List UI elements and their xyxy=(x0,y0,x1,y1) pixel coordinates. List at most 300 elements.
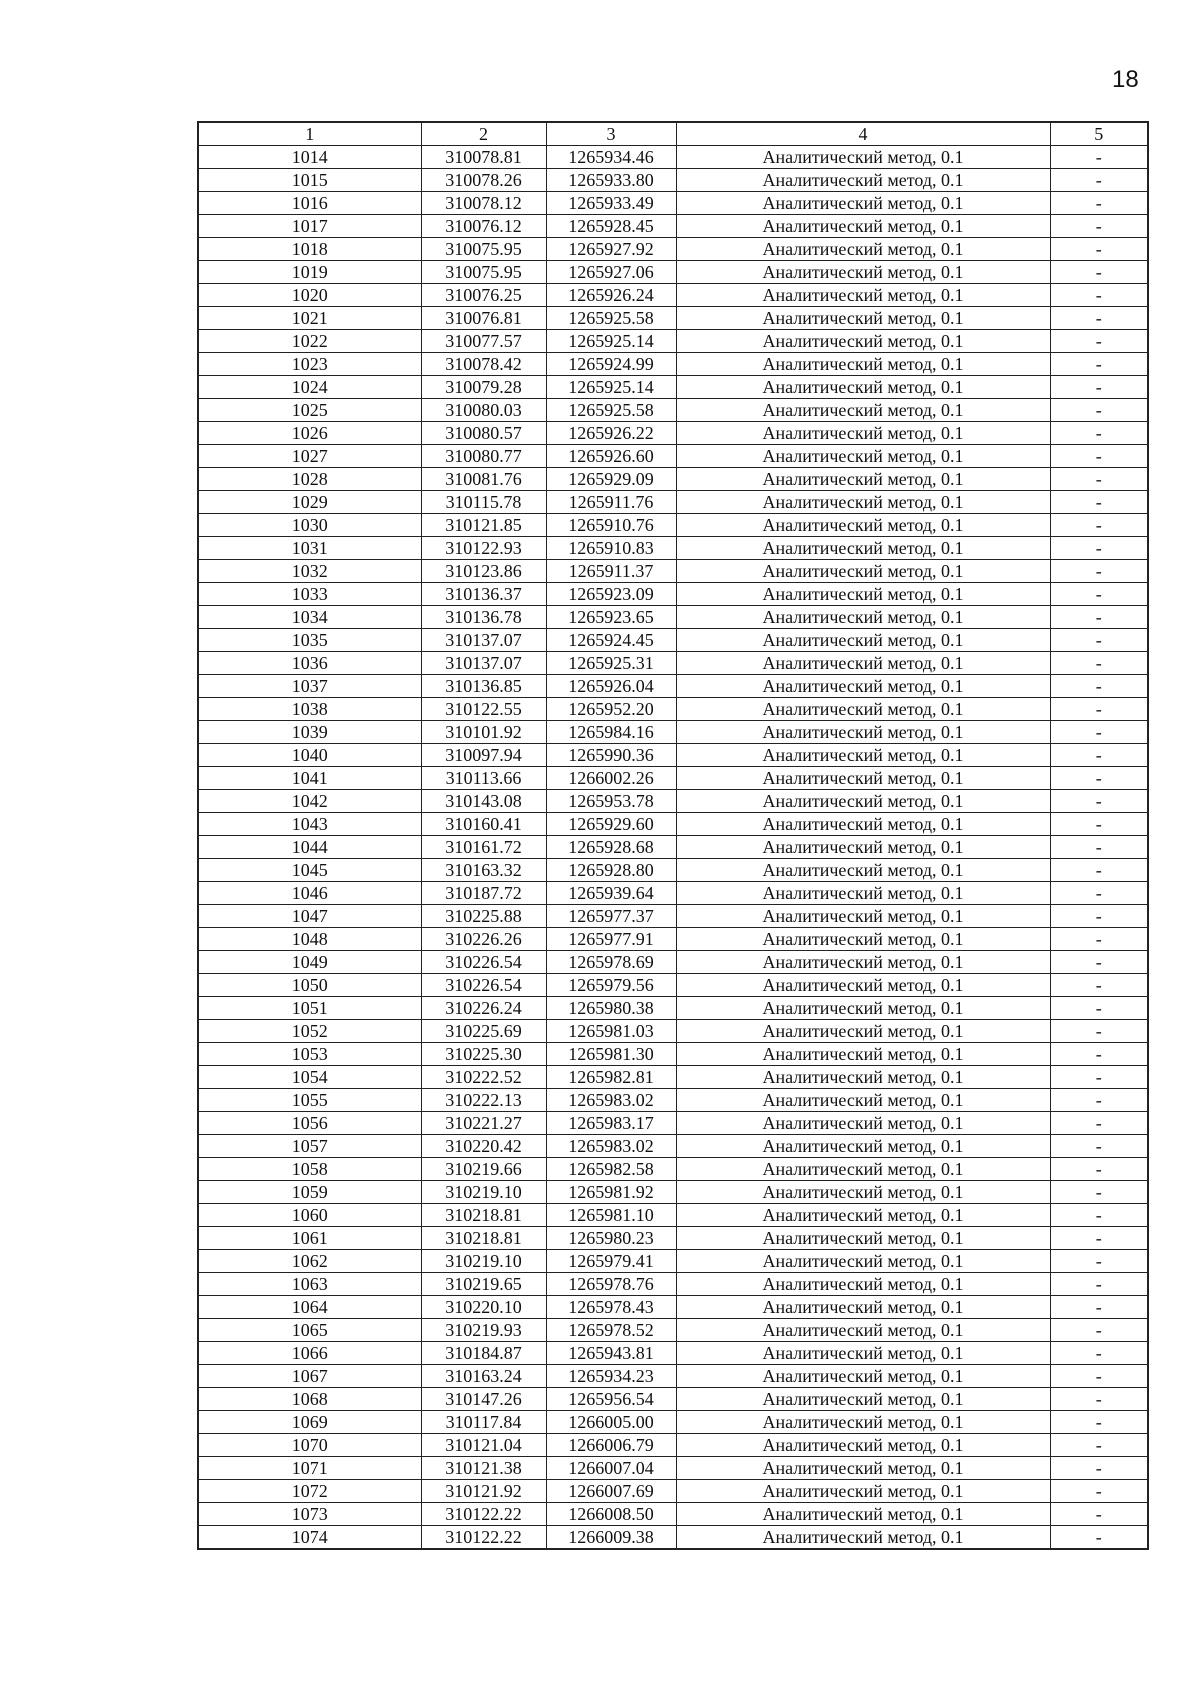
note-cell: - xyxy=(1050,1526,1148,1550)
x-coordinate-cell: 310221.27 xyxy=(421,1112,546,1135)
table-row xyxy=(198,1089,1148,1112)
method-cell: Аналитический метод, 0.1 xyxy=(676,836,1050,859)
y-coordinate-cell: 1265984.16 xyxy=(546,721,676,744)
x-coordinate-cell: 310219.65 xyxy=(421,1273,546,1296)
note-cell: - xyxy=(1050,491,1148,514)
y-coordinate-cell: 1265978.76 xyxy=(546,1273,676,1296)
table-row xyxy=(198,859,1148,882)
table-row xyxy=(198,1204,1148,1227)
table-row xyxy=(198,882,1148,905)
method-cell: Аналитический метод, 0.1 xyxy=(676,422,1050,445)
method-cell: Аналитический метод, 0.1 xyxy=(676,1273,1050,1296)
table-row xyxy=(198,1526,1148,1550)
method-cell: Аналитический метод, 0.1 xyxy=(676,1365,1050,1388)
method-cell: Аналитический метод, 0.1 xyxy=(676,1296,1050,1319)
x-coordinate-cell: 310136.85 xyxy=(421,675,546,698)
method-cell: Аналитический метод, 0.1 xyxy=(676,1342,1050,1365)
note-cell: - xyxy=(1050,238,1148,261)
method-cell: Аналитический метод, 0.1 xyxy=(676,1112,1050,1135)
point-number-cell: 1067 xyxy=(198,1365,421,1388)
x-coordinate-cell: 310163.32 xyxy=(421,859,546,882)
table-row xyxy=(198,468,1148,491)
x-coordinate-cell: 310163.24 xyxy=(421,1365,546,1388)
note-cell: - xyxy=(1050,1112,1148,1135)
method-cell: Аналитический метод, 0.1 xyxy=(676,1043,1050,1066)
x-coordinate-cell: 310220.10 xyxy=(421,1296,546,1319)
y-coordinate-cell: 1265939.64 xyxy=(546,882,676,905)
point-number-cell: 1033 xyxy=(198,583,421,606)
table-row xyxy=(198,767,1148,790)
note-cell: - xyxy=(1050,997,1148,1020)
point-number-cell: 1018 xyxy=(198,238,421,261)
y-coordinate-cell: 1265934.23 xyxy=(546,1365,676,1388)
table-row xyxy=(198,422,1148,445)
note-cell: - xyxy=(1050,1158,1148,1181)
x-coordinate-cell: 310137.07 xyxy=(421,652,546,675)
y-coordinate-cell: 1265943.81 xyxy=(546,1342,676,1365)
table-row xyxy=(198,744,1148,767)
note-cell: - xyxy=(1050,353,1148,376)
x-coordinate-cell: 310219.66 xyxy=(421,1158,546,1181)
column-header-4: 4 xyxy=(676,122,1050,146)
point-number-cell: 1071 xyxy=(198,1457,421,1480)
note-cell: - xyxy=(1050,422,1148,445)
table-row xyxy=(198,1158,1148,1181)
method-cell: Аналитический метод, 0.1 xyxy=(676,951,1050,974)
table-row xyxy=(198,1135,1148,1158)
y-coordinate-cell: 1265926.22 xyxy=(546,422,676,445)
y-coordinate-cell: 1265956.54 xyxy=(546,1388,676,1411)
x-coordinate-cell: 310078.42 xyxy=(421,353,546,376)
y-coordinate-cell: 1265925.58 xyxy=(546,307,676,330)
method-cell: Аналитический метод, 0.1 xyxy=(676,1181,1050,1204)
method-cell: Аналитический метод, 0.1 xyxy=(676,192,1050,215)
table-row xyxy=(198,1227,1148,1250)
table-row xyxy=(198,698,1148,721)
table-row xyxy=(198,537,1148,560)
y-coordinate-cell: 1265980.38 xyxy=(546,997,676,1020)
y-coordinate-cell: 1266008.50 xyxy=(546,1503,676,1526)
x-coordinate-cell: 310218.81 xyxy=(421,1227,546,1250)
column-header-2: 2 xyxy=(421,122,546,146)
page-number: 18 xyxy=(1112,66,1139,93)
method-cell: Аналитический метод, 0.1 xyxy=(676,1388,1050,1411)
point-number-cell: 1050 xyxy=(198,974,421,997)
method-cell: Аналитический метод, 0.1 xyxy=(676,1319,1050,1342)
note-cell: - xyxy=(1050,583,1148,606)
note-cell: - xyxy=(1050,1365,1148,1388)
x-coordinate-cell: 310075.95 xyxy=(421,238,546,261)
x-coordinate-cell: 310122.22 xyxy=(421,1503,546,1526)
method-cell: Аналитический метод, 0.1 xyxy=(676,1250,1050,1273)
point-number-cell: 1024 xyxy=(198,376,421,399)
y-coordinate-cell: 1265983.02 xyxy=(546,1089,676,1112)
table-row xyxy=(198,974,1148,997)
point-number-cell: 1046 xyxy=(198,882,421,905)
note-cell: - xyxy=(1050,813,1148,836)
note-cell: - xyxy=(1050,1089,1148,1112)
method-cell: Аналитический метод, 0.1 xyxy=(676,1503,1050,1526)
method-cell: Аналитический метод, 0.1 xyxy=(676,1227,1050,1250)
method-cell: Аналитический метод, 0.1 xyxy=(676,790,1050,813)
x-coordinate-cell: 310076.12 xyxy=(421,215,546,238)
y-coordinate-cell: 1265979.56 xyxy=(546,974,676,997)
note-cell: - xyxy=(1050,836,1148,859)
x-coordinate-cell: 310076.25 xyxy=(421,284,546,307)
table-row xyxy=(198,1457,1148,1480)
table-row xyxy=(198,146,1148,169)
y-coordinate-cell: 1265925.14 xyxy=(546,330,676,353)
point-number-cell: 1038 xyxy=(198,698,421,721)
x-coordinate-cell: 310184.87 xyxy=(421,1342,546,1365)
method-cell: Аналитический метод, 0.1 xyxy=(676,307,1050,330)
method-cell: Аналитический метод, 0.1 xyxy=(676,583,1050,606)
point-number-cell: 1055 xyxy=(198,1089,421,1112)
note-cell: - xyxy=(1050,1181,1148,1204)
table-row xyxy=(198,951,1148,974)
point-number-cell: 1044 xyxy=(198,836,421,859)
point-number-cell: 1074 xyxy=(198,1526,421,1550)
y-coordinate-cell: 1265927.06 xyxy=(546,261,676,284)
y-coordinate-cell: 1265929.09 xyxy=(546,468,676,491)
table-row xyxy=(198,836,1148,859)
point-number-cell: 1042 xyxy=(198,790,421,813)
x-coordinate-cell: 310137.07 xyxy=(421,629,546,652)
point-number-cell: 1030 xyxy=(198,514,421,537)
x-coordinate-cell: 310078.26 xyxy=(421,169,546,192)
note-cell: - xyxy=(1050,744,1148,767)
table-row xyxy=(198,813,1148,836)
method-cell: Аналитический метод, 0.1 xyxy=(676,882,1050,905)
y-coordinate-cell: 1265925.31 xyxy=(546,652,676,675)
point-number-cell: 1047 xyxy=(198,905,421,928)
note-cell: - xyxy=(1050,1020,1148,1043)
table-row xyxy=(198,376,1148,399)
y-coordinate-cell: 1265983.17 xyxy=(546,1112,676,1135)
point-number-cell: 1064 xyxy=(198,1296,421,1319)
method-cell: Аналитический метод, 0.1 xyxy=(676,974,1050,997)
table-row xyxy=(198,1388,1148,1411)
y-coordinate-cell: 1265933.49 xyxy=(546,192,676,215)
table-row xyxy=(198,790,1148,813)
method-cell: Аналитический метод, 0.1 xyxy=(676,698,1050,721)
point-number-cell: 1014 xyxy=(198,146,421,169)
point-number-cell: 1049 xyxy=(198,951,421,974)
table-row xyxy=(198,1434,1148,1457)
note-cell: - xyxy=(1050,951,1148,974)
method-cell: Аналитический метод, 0.1 xyxy=(676,1089,1050,1112)
x-coordinate-cell: 310081.76 xyxy=(421,468,546,491)
table-row xyxy=(198,1411,1148,1434)
table-row xyxy=(198,1319,1148,1342)
x-coordinate-cell: 310115.78 xyxy=(421,491,546,514)
note-cell: - xyxy=(1050,1411,1148,1434)
y-coordinate-cell: 1265981.30 xyxy=(546,1043,676,1066)
note-cell: - xyxy=(1050,1227,1148,1250)
table-row xyxy=(198,1296,1148,1319)
table-header-row xyxy=(198,122,1148,146)
y-coordinate-cell: 1265925.58 xyxy=(546,399,676,422)
table-row xyxy=(198,1250,1148,1273)
x-coordinate-cell: 310080.03 xyxy=(421,399,546,422)
method-cell: Аналитический метод, 0.1 xyxy=(676,652,1050,675)
y-coordinate-cell: 1265977.37 xyxy=(546,905,676,928)
x-coordinate-cell: 310220.42 xyxy=(421,1135,546,1158)
table-row xyxy=(198,675,1148,698)
table-row xyxy=(198,721,1148,744)
table-row xyxy=(198,583,1148,606)
note-cell: - xyxy=(1050,1342,1148,1365)
note-cell: - xyxy=(1050,468,1148,491)
y-coordinate-cell: 1265981.03 xyxy=(546,1020,676,1043)
y-coordinate-cell: 1265978.52 xyxy=(546,1319,676,1342)
table-row xyxy=(198,652,1148,675)
point-number-cell: 1019 xyxy=(198,261,421,284)
table-row xyxy=(198,261,1148,284)
note-cell: - xyxy=(1050,376,1148,399)
point-number-cell: 1063 xyxy=(198,1273,421,1296)
y-coordinate-cell: 1266005.00 xyxy=(546,1411,676,1434)
note-cell: - xyxy=(1050,974,1148,997)
method-cell: Аналитический метод, 0.1 xyxy=(676,1158,1050,1181)
table-row xyxy=(198,1112,1148,1135)
point-number-cell: 1072 xyxy=(198,1480,421,1503)
point-number-cell: 1048 xyxy=(198,928,421,951)
y-coordinate-cell: 1265928.68 xyxy=(546,836,676,859)
note-cell: - xyxy=(1050,1388,1148,1411)
method-cell: Аналитический метод, 0.1 xyxy=(676,399,1050,422)
point-number-cell: 1068 xyxy=(198,1388,421,1411)
point-number-cell: 1043 xyxy=(198,813,421,836)
point-number-cell: 1054 xyxy=(198,1066,421,1089)
point-number-cell: 1061 xyxy=(198,1227,421,1250)
point-number-cell: 1022 xyxy=(198,330,421,353)
method-cell: Аналитический метод, 0.1 xyxy=(676,1526,1050,1550)
point-number-cell: 1041 xyxy=(198,767,421,790)
point-number-cell: 1058 xyxy=(198,1158,421,1181)
column-header-3: 3 xyxy=(546,122,676,146)
y-coordinate-cell: 1265978.43 xyxy=(546,1296,676,1319)
x-coordinate-cell: 310123.86 xyxy=(421,560,546,583)
method-cell: Аналитический метод, 0.1 xyxy=(676,1411,1050,1434)
x-coordinate-cell: 310080.57 xyxy=(421,422,546,445)
x-coordinate-cell: 310117.84 xyxy=(421,1411,546,1434)
x-coordinate-cell: 310226.24 xyxy=(421,997,546,1020)
x-coordinate-cell: 310161.72 xyxy=(421,836,546,859)
point-number-cell: 1027 xyxy=(198,445,421,468)
note-cell: - xyxy=(1050,1296,1148,1319)
method-cell: Аналитический метод, 0.1 xyxy=(676,353,1050,376)
x-coordinate-cell: 310136.37 xyxy=(421,583,546,606)
point-number-cell: 1070 xyxy=(198,1434,421,1457)
table-row xyxy=(198,606,1148,629)
method-cell: Аналитический метод, 0.1 xyxy=(676,1434,1050,1457)
method-cell: Аналитический метод, 0.1 xyxy=(676,859,1050,882)
method-cell: Аналитический метод, 0.1 xyxy=(676,468,1050,491)
y-coordinate-cell: 1265978.69 xyxy=(546,951,676,974)
note-cell: - xyxy=(1050,1043,1148,1066)
point-number-cell: 1069 xyxy=(198,1411,421,1434)
method-cell: Аналитический метод, 0.1 xyxy=(676,675,1050,698)
y-coordinate-cell: 1265979.41 xyxy=(546,1250,676,1273)
table-row xyxy=(198,1043,1148,1066)
note-cell: - xyxy=(1050,675,1148,698)
y-coordinate-cell: 1265926.24 xyxy=(546,284,676,307)
note-cell: - xyxy=(1050,652,1148,675)
x-coordinate-cell: 310222.13 xyxy=(421,1089,546,1112)
x-coordinate-cell: 310219.93 xyxy=(421,1319,546,1342)
x-coordinate-cell: 310136.78 xyxy=(421,606,546,629)
table-row xyxy=(198,1181,1148,1204)
method-cell: Аналитический метод, 0.1 xyxy=(676,491,1050,514)
point-number-cell: 1035 xyxy=(198,629,421,652)
point-number-cell: 1065 xyxy=(198,1319,421,1342)
x-coordinate-cell: 310122.93 xyxy=(421,537,546,560)
note-cell: - xyxy=(1050,330,1148,353)
y-coordinate-cell: 1265982.81 xyxy=(546,1066,676,1089)
x-coordinate-cell: 310122.22 xyxy=(421,1526,546,1550)
point-number-cell: 1021 xyxy=(198,307,421,330)
table-row xyxy=(198,928,1148,951)
y-coordinate-cell: 1265953.78 xyxy=(546,790,676,813)
note-cell: - xyxy=(1050,445,1148,468)
point-number-cell: 1056 xyxy=(198,1112,421,1135)
coordinates-table xyxy=(197,121,1149,1550)
table-row xyxy=(198,399,1148,422)
method-cell: Аналитический метод, 0.1 xyxy=(676,215,1050,238)
x-coordinate-cell: 310160.41 xyxy=(421,813,546,836)
note-cell: - xyxy=(1050,307,1148,330)
note-cell: - xyxy=(1050,1066,1148,1089)
method-cell: Аналитический метод, 0.1 xyxy=(676,813,1050,836)
point-number-cell: 1040 xyxy=(198,744,421,767)
y-coordinate-cell: 1265910.83 xyxy=(546,537,676,560)
x-coordinate-cell: 310225.88 xyxy=(421,905,546,928)
note-cell: - xyxy=(1050,698,1148,721)
y-coordinate-cell: 1265977.91 xyxy=(546,928,676,951)
point-number-cell: 1062 xyxy=(198,1250,421,1273)
method-cell: Аналитический метод, 0.1 xyxy=(676,928,1050,951)
y-coordinate-cell: 1265927.92 xyxy=(546,238,676,261)
method-cell: Аналитический метод, 0.1 xyxy=(676,238,1050,261)
table-row xyxy=(198,1273,1148,1296)
y-coordinate-cell: 1265923.65 xyxy=(546,606,676,629)
x-coordinate-cell: 310219.10 xyxy=(421,1181,546,1204)
table-row xyxy=(198,1066,1148,1089)
x-coordinate-cell: 310226.54 xyxy=(421,974,546,997)
y-coordinate-cell: 1265990.36 xyxy=(546,744,676,767)
method-cell: Аналитический метод, 0.1 xyxy=(676,721,1050,744)
method-cell: Аналитический метод, 0.1 xyxy=(676,1457,1050,1480)
x-coordinate-cell: 310121.85 xyxy=(421,514,546,537)
note-cell: - xyxy=(1050,905,1148,928)
y-coordinate-cell: 1265923.09 xyxy=(546,583,676,606)
x-coordinate-cell: 310075.95 xyxy=(421,261,546,284)
table-row xyxy=(198,1342,1148,1365)
table-row xyxy=(198,629,1148,652)
point-number-cell: 1032 xyxy=(198,560,421,583)
note-cell: - xyxy=(1050,629,1148,652)
point-number-cell: 1051 xyxy=(198,997,421,1020)
method-cell: Аналитический метод, 0.1 xyxy=(676,1204,1050,1227)
note-cell: - xyxy=(1050,1480,1148,1503)
y-coordinate-cell: 1265929.60 xyxy=(546,813,676,836)
y-coordinate-cell: 1266007.04 xyxy=(546,1457,676,1480)
table-row xyxy=(198,238,1148,261)
point-number-cell: 1039 xyxy=(198,721,421,744)
method-cell: Аналитический метод, 0.1 xyxy=(676,606,1050,629)
y-coordinate-cell: 1265926.04 xyxy=(546,675,676,698)
note-cell: - xyxy=(1050,1135,1148,1158)
table-row xyxy=(198,284,1148,307)
x-coordinate-cell: 310078.12 xyxy=(421,192,546,215)
x-coordinate-cell: 310226.54 xyxy=(421,951,546,974)
table-row xyxy=(198,1020,1148,1043)
y-coordinate-cell: 1265981.92 xyxy=(546,1181,676,1204)
note-cell: - xyxy=(1050,928,1148,951)
note-cell: - xyxy=(1050,169,1148,192)
method-cell: Аналитический метод, 0.1 xyxy=(676,1066,1050,1089)
method-cell: Аналитический метод, 0.1 xyxy=(676,330,1050,353)
y-coordinate-cell: 1265925.14 xyxy=(546,376,676,399)
note-cell: - xyxy=(1050,767,1148,790)
point-number-cell: 1016 xyxy=(198,192,421,215)
x-coordinate-cell: 310122.55 xyxy=(421,698,546,721)
x-coordinate-cell: 310077.57 xyxy=(421,330,546,353)
note-cell: - xyxy=(1050,882,1148,905)
x-coordinate-cell: 310147.26 xyxy=(421,1388,546,1411)
method-cell: Аналитический метод, 0.1 xyxy=(676,376,1050,399)
y-coordinate-cell: 1265924.45 xyxy=(546,629,676,652)
x-coordinate-cell: 310076.81 xyxy=(421,307,546,330)
x-coordinate-cell: 310121.38 xyxy=(421,1457,546,1480)
method-cell: Аналитический метод, 0.1 xyxy=(676,560,1050,583)
point-number-cell: 1025 xyxy=(198,399,421,422)
x-coordinate-cell: 310078.81 xyxy=(421,146,546,169)
note-cell: - xyxy=(1050,399,1148,422)
y-coordinate-cell: 1265980.23 xyxy=(546,1227,676,1250)
note-cell: - xyxy=(1050,1273,1148,1296)
table-row xyxy=(198,997,1148,1020)
x-coordinate-cell: 310222.52 xyxy=(421,1066,546,1089)
method-cell: Аналитический метод, 0.1 xyxy=(676,1135,1050,1158)
point-number-cell: 1037 xyxy=(198,675,421,698)
method-cell: Аналитический метод, 0.1 xyxy=(676,146,1050,169)
table-row xyxy=(198,353,1148,376)
x-coordinate-cell: 310121.04 xyxy=(421,1434,546,1457)
method-cell: Аналитический метод, 0.1 xyxy=(676,629,1050,652)
method-cell: Аналитический метод, 0.1 xyxy=(676,1480,1050,1503)
point-number-cell: 1036 xyxy=(198,652,421,675)
note-cell: - xyxy=(1050,721,1148,744)
x-coordinate-cell: 310225.30 xyxy=(421,1043,546,1066)
table-row xyxy=(198,514,1148,537)
x-coordinate-cell: 310187.72 xyxy=(421,882,546,905)
note-cell: - xyxy=(1050,1204,1148,1227)
table-row xyxy=(198,307,1148,330)
note-cell: - xyxy=(1050,514,1148,537)
x-coordinate-cell: 310218.81 xyxy=(421,1204,546,1227)
note-cell: - xyxy=(1050,790,1148,813)
y-coordinate-cell: 1265982.58 xyxy=(546,1158,676,1181)
y-coordinate-cell: 1266009.38 xyxy=(546,1526,676,1550)
note-cell: - xyxy=(1050,537,1148,560)
x-coordinate-cell: 310080.77 xyxy=(421,445,546,468)
x-coordinate-cell: 310097.94 xyxy=(421,744,546,767)
y-coordinate-cell: 1265981.10 xyxy=(546,1204,676,1227)
point-number-cell: 1026 xyxy=(198,422,421,445)
y-coordinate-cell: 1265934.46 xyxy=(546,146,676,169)
